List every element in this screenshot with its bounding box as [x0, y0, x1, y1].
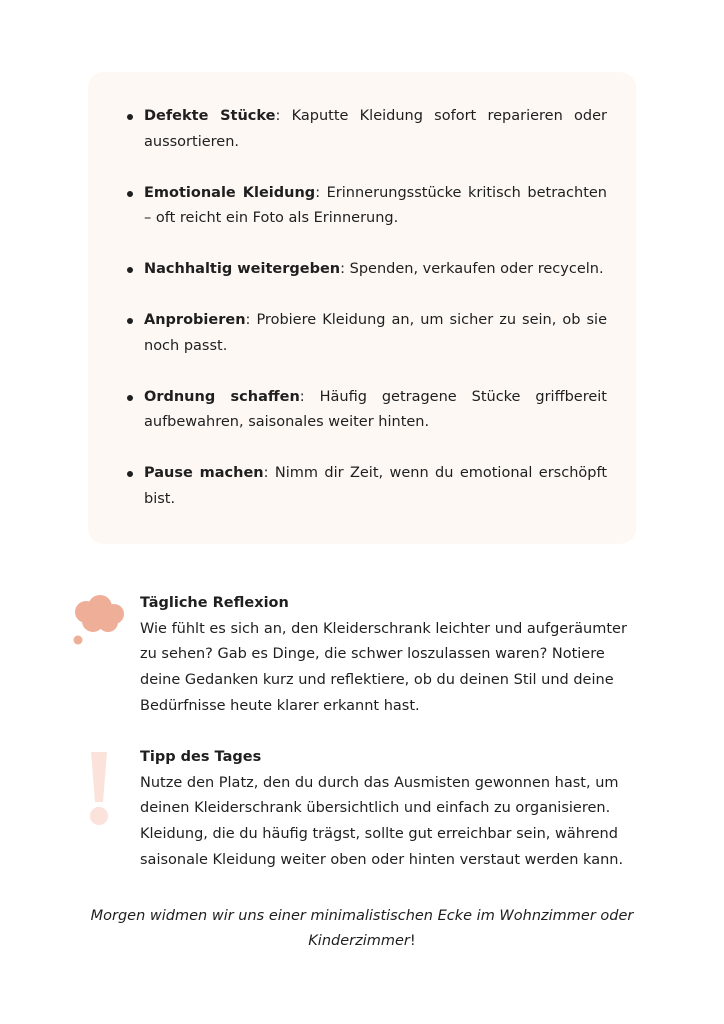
closing-note [80, 904, 644, 954]
closing-suffix: ! [409, 933, 416, 949]
tip-text: : Probiere Kleidung an, um sicher zu sein, ob sie noch passt. [144, 312, 607, 354]
tip-text: : Nimm dir Zeit, wenn du emotional erschöpft bist. [144, 465, 608, 507]
tip-title: Pause machen [144, 465, 264, 481]
tip-text: : Häufig getragene Stücke griffbereit aufbewahren, saisonales weiter hinten. [144, 388, 607, 430]
bullet-icon [127, 471, 133, 477]
tip-item [144, 461, 607, 512]
tip-text: : Spenden, verkaufen oder recyceln. [340, 261, 604, 277]
tip-text: : Kaputte Kleidung sofort reparieren oder aussortieren. [144, 108, 607, 150]
tip-text: : Erinnerungsstücke kritisch betrachten – oft reicht ein Foto als Erinnerung. [144, 184, 607, 226]
bullet-icon [127, 318, 133, 324]
reflection-heading: Tägliche Reflexion [140, 595, 289, 611]
tip-title: Emotionale Kleidung [144, 184, 316, 201]
bullet-icon [127, 191, 133, 197]
tip-item [144, 385, 607, 436]
tip-item [144, 104, 607, 155]
bullet-icon [127, 114, 133, 120]
thought-cloud-icon [68, 588, 128, 648]
tip-item [144, 257, 607, 283]
daily-tip-section [140, 745, 635, 874]
tip-title: Anprobieren [144, 312, 246, 328]
bullet-icon [127, 395, 133, 401]
tip-title: Ordnung schaffen [144, 388, 300, 405]
bullet-icon [127, 267, 133, 273]
tip-title: Defekte Stücke [144, 108, 276, 124]
daily-tip-text: Nutze den Platz, den du durch das Ausmisten gewonnen hast, um deinen Kleiderschrank übersichtlich und einfach zu organisieren. Kleidung, die du häufig trägst, sollte gut erreichbar sein, während saisonale Kleidung weiter oben oder hinten verstaut werden kann. [140, 774, 624, 868]
daily-tip-heading: Tipp des Tages [140, 749, 262, 765]
reflection-section [140, 591, 635, 720]
tip-title: Nachhaltig weitergeben [144, 261, 341, 277]
tip-item [144, 181, 607, 232]
tip-item [144, 308, 607, 359]
exclamation-icon [86, 750, 112, 826]
closing-text: Morgen widmen wir uns einer minimalistischen Ecke im Wohnzimmer oder Kinderzimmer [90, 908, 634, 949]
reflection-text: Wie fühlt es sich an, den Kleiderschrank leichter und aufgeräumter zu sehen? Gab es Dinge, die schwer loszulassen waren? Notiere deine Gedanken kurz und reflektiere, ob du deinen Stil und deine Bedürfnisse heute klarer erkannt hast. [140, 620, 627, 714]
tips-list [144, 104, 607, 538]
